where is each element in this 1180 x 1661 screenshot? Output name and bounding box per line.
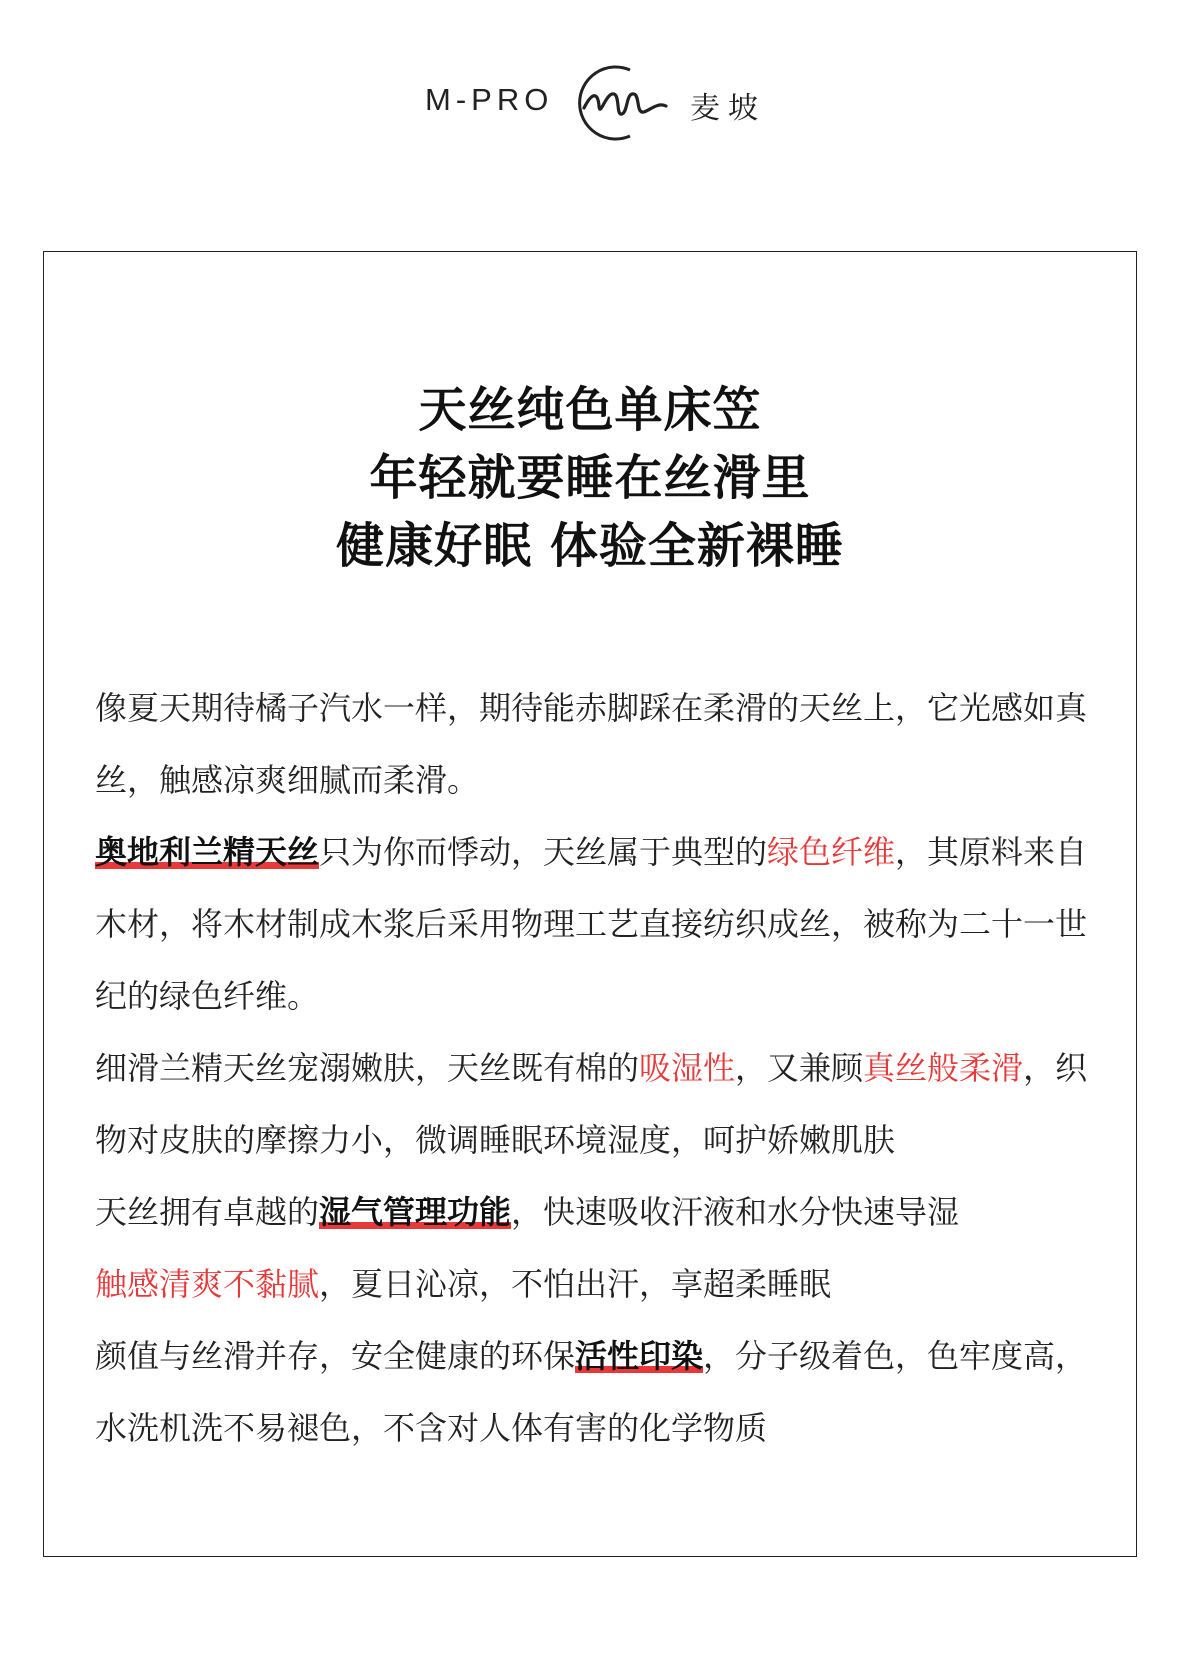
paragraph-text: ，又兼顾 bbox=[735, 1049, 864, 1087]
red-keyword: 吸湿性 bbox=[639, 1049, 736, 1087]
title-line-2: 年轻就要睡在丝滑里 bbox=[369, 450, 811, 506]
paragraph-lenzing bbox=[95, 816, 1095, 1032]
red-keyword: 绿色纤维 bbox=[767, 833, 896, 871]
paragraph-text: 细滑兰精天丝宠溺嫩肤，天丝既有棉的 bbox=[95, 1049, 640, 1087]
paragraph-text: ，织物对皮肤的摩擦力小，微调睡眠环境湿度，呵护娇嫩肌肤 bbox=[95, 1049, 1088, 1159]
paragraph-softness bbox=[95, 1032, 1095, 1176]
paragraph-text: 只为你而悸动，天丝属于典型的 bbox=[319, 833, 768, 871]
paragraph-text: ，其原料来自木材，将木材制成木浆后采用物理工艺直接纺织成丝，被称为二十一世纪的绿色纤维。 bbox=[95, 833, 1088, 1015]
brand-name-cn: 麦坡 bbox=[690, 91, 766, 126]
highlight-dyeing: 活性印染 bbox=[575, 1337, 704, 1375]
paragraph-text: 颜值与丝滑并存，安全健康的环保 bbox=[95, 1337, 576, 1375]
paragraph-dyeing bbox=[95, 1320, 1095, 1464]
red-keyword: 真丝般柔滑 bbox=[863, 1049, 1024, 1087]
paragraph-intro: 像夏天期待橘子汽水一样，期待能赤脚踩在柔滑的天丝上，它光感如真丝，触感凉爽细腻而柔滑。 bbox=[95, 689, 1088, 799]
brand-header bbox=[0, 62, 1180, 142]
paragraph-cool bbox=[95, 1248, 1095, 1320]
paragraph-text: 天丝拥有卓越的 bbox=[95, 1193, 320, 1231]
paragraph-text: ，夏日沁凉，不怕出汗，享超柔睡眠 bbox=[319, 1265, 832, 1303]
title-block bbox=[44, 376, 1136, 580]
paragraph-moisture bbox=[95, 1176, 1095, 1248]
paragraph-text: ，快速吸收汗液和水分快速导湿 bbox=[511, 1193, 960, 1231]
red-keyword: 触感清爽不黏腻 bbox=[95, 1265, 320, 1303]
highlight-moisture: 湿气管理功能 bbox=[319, 1193, 512, 1231]
m-swirl-circle-icon bbox=[562, 62, 674, 144]
content-frame bbox=[43, 251, 1137, 1557]
brand-name-en: M-PRO bbox=[425, 82, 554, 117]
title-line-3: 健康好眠 体验全新裸睡 bbox=[336, 518, 844, 574]
paragraph-text: ，分子级着色，色牢度高，水洗机洗不易褪色，不含对人体有害的化学物质 bbox=[95, 1337, 1088, 1447]
title-line-1: 天丝纯色单床笠 bbox=[418, 382, 762, 438]
highlight-lenzing: 奥地利兰精天丝 bbox=[95, 833, 320, 871]
description-body bbox=[95, 672, 1095, 1464]
